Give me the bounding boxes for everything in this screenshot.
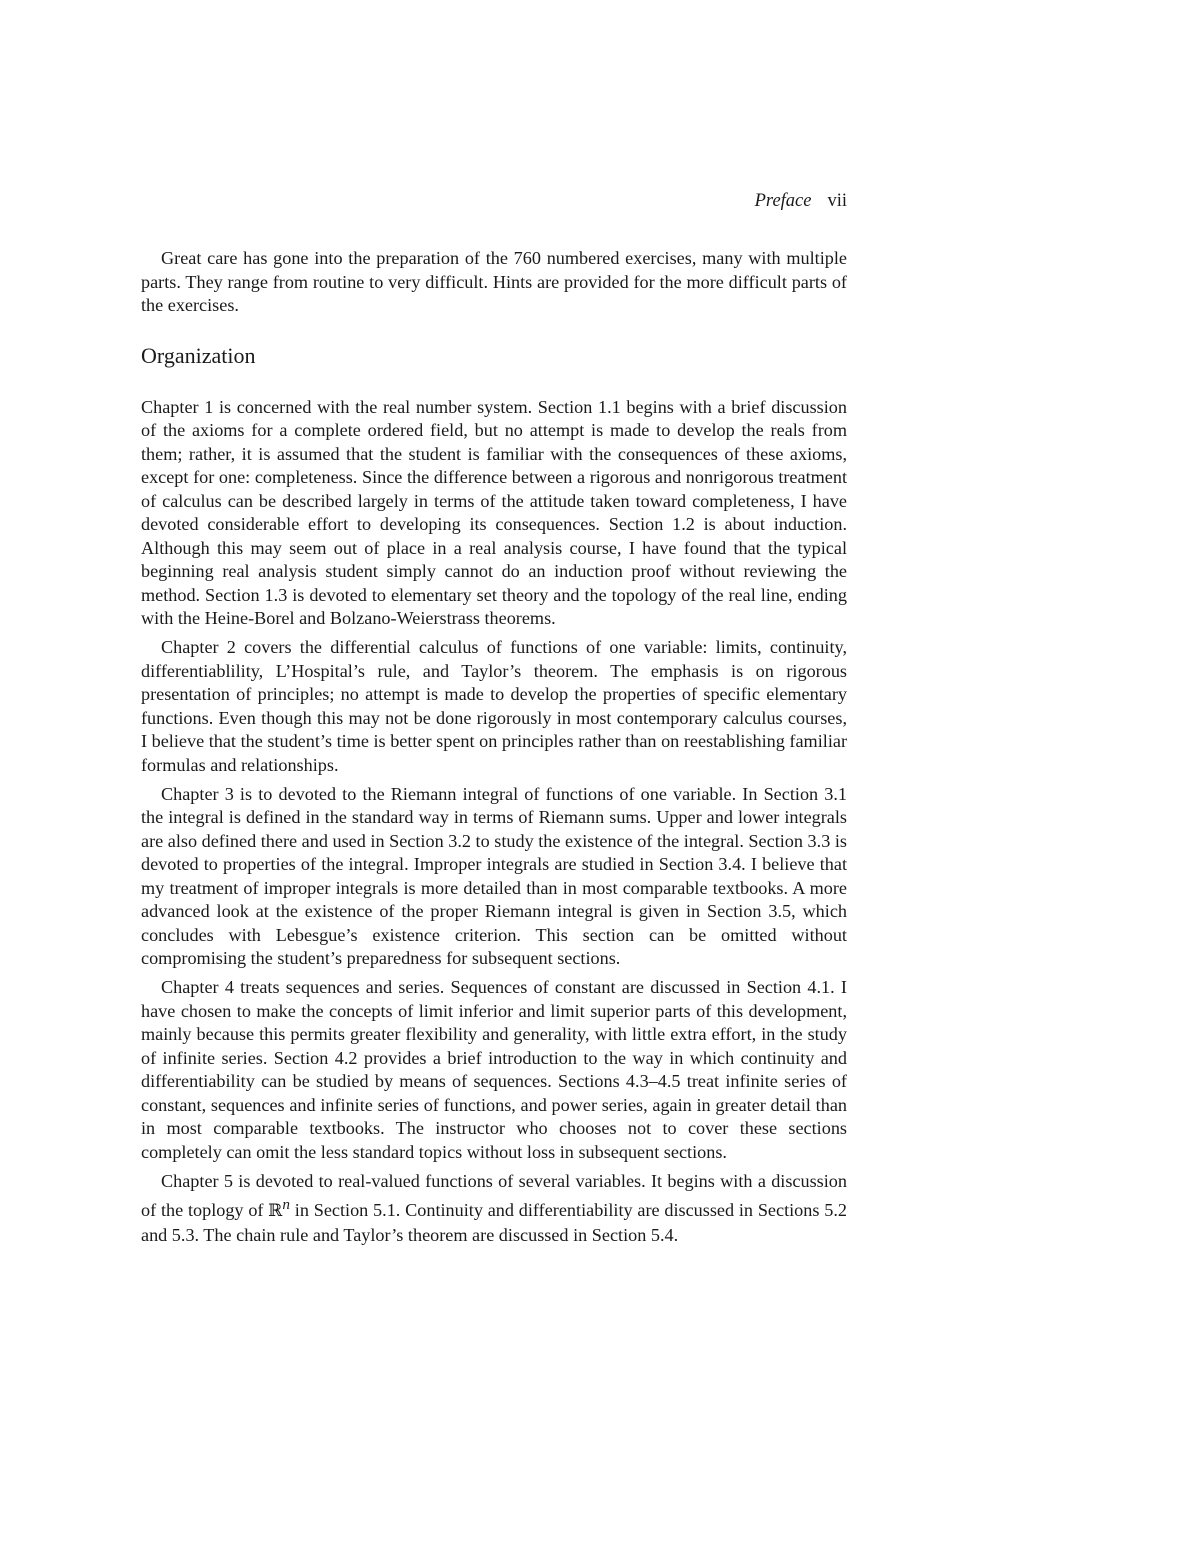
page-number: vii (827, 191, 847, 211)
book-page (141, 188, 847, 1247)
chapter-5-text-end: in Section 5.1. Continuity and differentiability are discussed in Sections 5.2 and 5.3. The chain rule and Taylor’s theorem are discussed in Section 5.4. (141, 1200, 847, 1245)
chapter-5-paragraph (141, 1170, 847, 1248)
running-head-title: Preface (755, 191, 812, 211)
math-exponent-n: n (282, 1196, 290, 1213)
exercises-paragraph: Great care has gone into the preparation of the 760 numbered exercises, many with multiple parts. They range from routine to very difficult. Hints are provided for the more difficult parts of the exercises. (141, 247, 847, 318)
chapter-5-text-start: Chapter 5 is devoted to real-valued functions of several variables. It begins with a dis­cussion of the toplogy of (141, 1171, 847, 1221)
math-real-set: ℝ (268, 1201, 282, 1221)
chapter-1-paragraph: Chapter 1 is concerned with the real number system. Section 1.1 begins with a brief dis­cussion of the axioms for a complete ordered field, but no attempt is made to develop the reals from them; rather, it is assumed that the student is familiar with the consequences of these axioms, except for one: completeness. Since the difference between a rigorous and nonrigorous treatment of calculus can be described largely in terms of the attitude taken toward completeness, I have devoted considerable effort to developing its consequences. Section 1.2 is about induction. Although this may seem out of place in a real analysis course, I have found that the typical beginning real analysis student simply cannot do an induction proof without reviewing the method. Section 1.3 is devoted to elementary set the­ory and the topology of the real line, ending with the Heine-Borel and Bolzano-Weierstrass theorems. (141, 396, 847, 631)
chapter-3-paragraph: Chapter 3 is to devoted to the Riemann integral of functions of one variable. In Sec­tion 3.1 the integral is defined in the standard way in terms of Riemann sums. Upper and lower integrals are also defined there and used in Section 3.2 to study the existence of the integral. Section 3.3 is devoted to properties of the integral. Improper integrals are studied in Section 3.4. I believe that my treatment of improper integrals is more detailed than in most comparable textbooks. A more advanced look at the existence of the proper Riemann integral is given in Section 3.5, which concludes with Lebesgue’s existence criterion. This section can be omitted without compromising the student’s preparedness for subsequent sections. (141, 783, 847, 971)
chapter-2-paragraph: Chapter 2 covers the differential calculus of functions of one variable: limits, continu­ity, differentiablility, L’Hospital’s rule, and Taylor’s theorem. The emphasis is on rigorous presentation of principles; no attempt is made to develop the properties of specific ele­mentary functions. Even though this may not be done rigorously in most contemporary calculus courses, I believe that the student’s time is better spent on principles rather than on reestablishing familiar formulas and relationships. (141, 636, 847, 777)
section-heading: Organization (141, 342, 847, 370)
running-head (141, 188, 847, 214)
chapter-4-paragraph: Chapter 4 treats sequences and series. Sequences of constant are discussed in Sec­tion 4.1. I have chosen to make the concepts of limit inferior and limit superior parts of this development, mainly because this permits greater flexibility and generality, with little extra effort, in the study of infinite series. Section 4.2 provides a brief introduction to the way in which continuity and differentiability can be studied by means of sequences. Sections 4.3–4.5 treat infinite series of constant, sequences and infinite series of functions, and power series, again in greater detail than in most comparable textbooks. The instruc­tor who chooses not to cover these sections completely can omit the less standard topics without loss in subsequent sections. (141, 976, 847, 1164)
